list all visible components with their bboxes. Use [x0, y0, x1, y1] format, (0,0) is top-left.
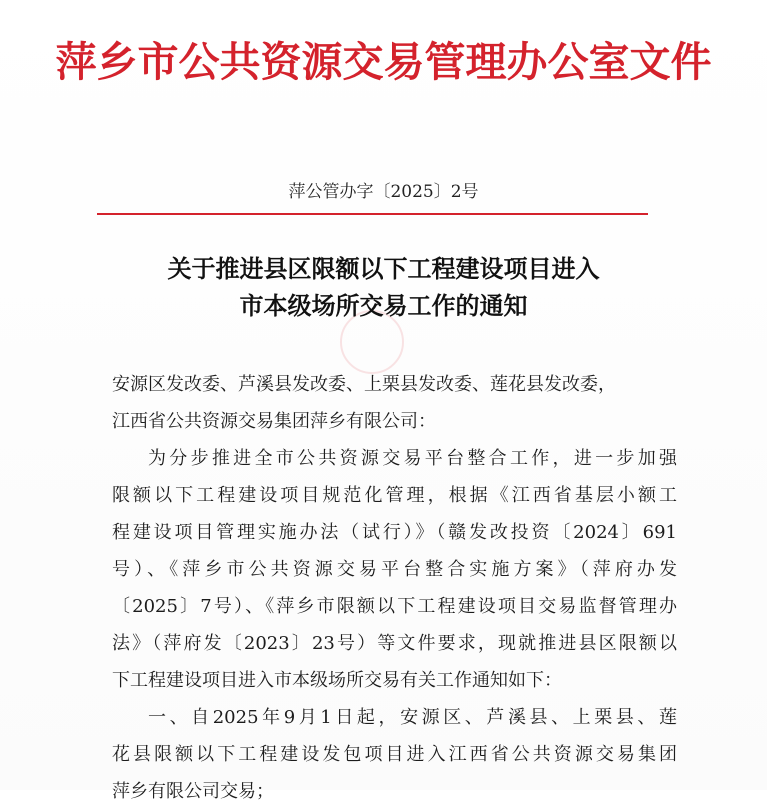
body-line-3: 为分步推进全市公共资源交易平台整合工作，进一步加强: [148, 448, 677, 469]
body-line-9: 下工程建设项目进入市本级场所交易有关工作通知如下：: [112, 670, 562, 691]
body-line-8: 法》（萍府发〔2023〕23号）等文件要求，现就推进县区限额以: [112, 633, 677, 654]
body-line-11: 花县限额以下工程建设发包项目进入江西省公共资源交易集团: [112, 744, 677, 765]
body-line-addressees-1: 安源区发改委、芦溪县发改委、上栗县发改委、莲花县发改委，: [112, 374, 616, 395]
body-line-5: 程建设项目管理实施办法（试行）》（赣发改投资〔2024〕691: [112, 522, 677, 543]
document-header-title: 萍乡市公共资源交易管理办公室文件: [55, 38, 712, 86]
notice-title-line-1: 关于推进县区限额以下工程建设项目进入: [167, 254, 600, 283]
body-line-7: 〔2025〕7号）、《萍乡市限额以下工程建设项目交易监督管理办: [112, 596, 677, 617]
body-line-10: 一、自2025年9月1日起，安源区、芦溪县、上栗县、莲: [148, 707, 677, 728]
red-divider-line: [97, 213, 648, 215]
document-number: 萍公管办字〔2025〕2号: [288, 182, 479, 202]
body-line-4: 限额以下工程建设项目规范化管理，根据《江西省基层小额工: [112, 485, 677, 506]
notice-title: [0, 250, 767, 324]
notice-title-line-2: 市本级场所交易工作的通知: [239, 291, 528, 320]
body-line-6: 号）、《萍乡市公共资源交易平台整合实施方案》（萍府办发: [112, 559, 677, 580]
body-line-addressees-2: 江西省公共资源交易集团萍乡有限公司：: [112, 411, 436, 432]
body-line-12: 萍乡有限公司交易；: [112, 781, 274, 802]
notice-body: [112, 366, 677, 810]
